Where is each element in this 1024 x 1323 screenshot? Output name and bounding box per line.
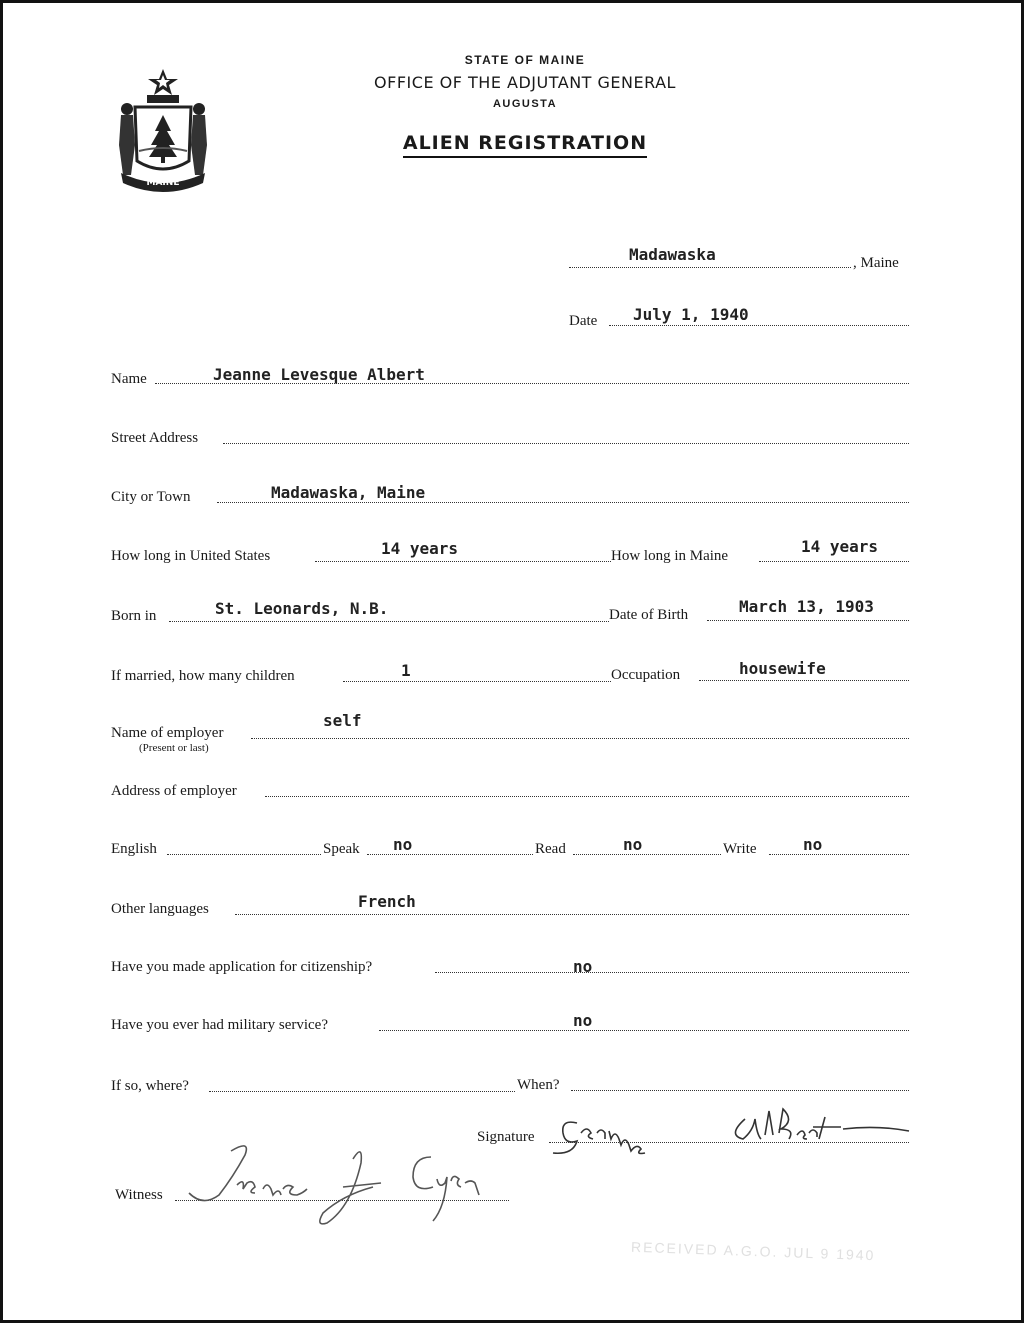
other-languages-line — [235, 914, 909, 915]
if-so-where-label: If so, where? — [111, 1078, 189, 1094]
occupation-label: Occupation — [611, 667, 681, 683]
form-title: ALIEN REGISTRATION — [403, 132, 647, 158]
employer-address-line — [265, 796, 909, 797]
street-address-line — [223, 443, 909, 444]
employer-line — [251, 738, 909, 739]
city-label: City or Town — [111, 489, 191, 505]
employer-value: self — [323, 711, 362, 730]
when-label: When? — [517, 1077, 560, 1093]
read-label: Read — [535, 841, 566, 857]
when-line — [571, 1090, 909, 1091]
write-value: no — [803, 835, 823, 854]
how-long-us-line — [315, 561, 611, 562]
children-value: 1 — [401, 661, 411, 680]
speak-value: no — [393, 835, 413, 854]
city-line — [217, 502, 909, 503]
location-town-value: Madawaska — [629, 245, 716, 264]
speak-line — [367, 854, 533, 855]
date-line — [609, 325, 909, 326]
other-languages-value: French — [358, 892, 416, 911]
signature-label: Signature — [477, 1129, 535, 1145]
header-office: OFFICE OF THE ADJUTANT GENERAL — [374, 73, 676, 92]
occupation-value: housewife — [739, 659, 826, 678]
occupation-line — [699, 680, 909, 681]
read-value: no — [623, 835, 643, 854]
name-value: Jeanne Levesque Albert — [213, 365, 425, 384]
english-label: English — [111, 841, 157, 857]
city-value: Madawaska, Maine — [271, 483, 426, 502]
signature-handwriting — [547, 1105, 917, 1157]
speak-label: Speak — [323, 841, 360, 857]
citizenship-label: Have you made application for citizenship? — [111, 959, 373, 975]
seal-label: MAINE — [146, 178, 180, 188]
citizenship-value: no — [573, 957, 593, 976]
citizenship-line — [435, 972, 909, 973]
header-state: STATE OF MAINE — [464, 53, 586, 67]
employer-sublabel: (Present or last) — [139, 742, 209, 754]
military-line — [379, 1030, 909, 1031]
write-line — [769, 854, 909, 855]
born-in-value: St. Leonards, N.B. — [215, 599, 389, 618]
header-city: AUGUSTA — [492, 98, 558, 110]
born-in-label: Born in — [111, 608, 157, 624]
date-of-birth-label: Date of Birth — [609, 607, 689, 623]
date-value: July 1, 1940 — [633, 305, 749, 324]
received-stamp: RECEIVED A.G.O. JUL 9 1940 — [630, 1238, 876, 1264]
witness-signature-handwriting — [183, 1137, 503, 1231]
how-long-maine-line — [759, 561, 909, 562]
date-label: Date — [569, 313, 598, 329]
military-value: no — [573, 1011, 593, 1030]
how-long-us-label: How long in United States — [111, 548, 271, 564]
read-line — [573, 854, 721, 855]
born-in-line — [169, 621, 609, 622]
date-of-birth-line — [707, 620, 909, 621]
other-languages-label: Other languages — [111, 901, 209, 917]
if-so-where-line — [209, 1091, 515, 1092]
how-long-maine-label: How long in Maine — [611, 548, 729, 564]
english-line — [167, 854, 321, 855]
street-address-label: Street Address — [111, 430, 199, 446]
employer-address-label: Address of employer — [111, 783, 237, 799]
date-of-birth-value: March 13, 1903 — [739, 597, 874, 616]
military-label: Have you ever had military service? — [111, 1017, 328, 1033]
name-label: Name — [111, 371, 147, 387]
children-label: If married, how many children — [111, 668, 295, 684]
employer-label: Name of employer — [111, 725, 224, 741]
how-long-maine-value: 14 years — [801, 537, 879, 556]
location-state-label: , Maine — [853, 255, 899, 271]
write-label: Write — [723, 841, 757, 857]
witness-label: Witness — [115, 1187, 163, 1203]
how-long-us-value: 14 years — [381, 539, 459, 558]
form-header — [3, 53, 1024, 158]
children-line — [343, 681, 611, 682]
location-line — [569, 267, 851, 268]
